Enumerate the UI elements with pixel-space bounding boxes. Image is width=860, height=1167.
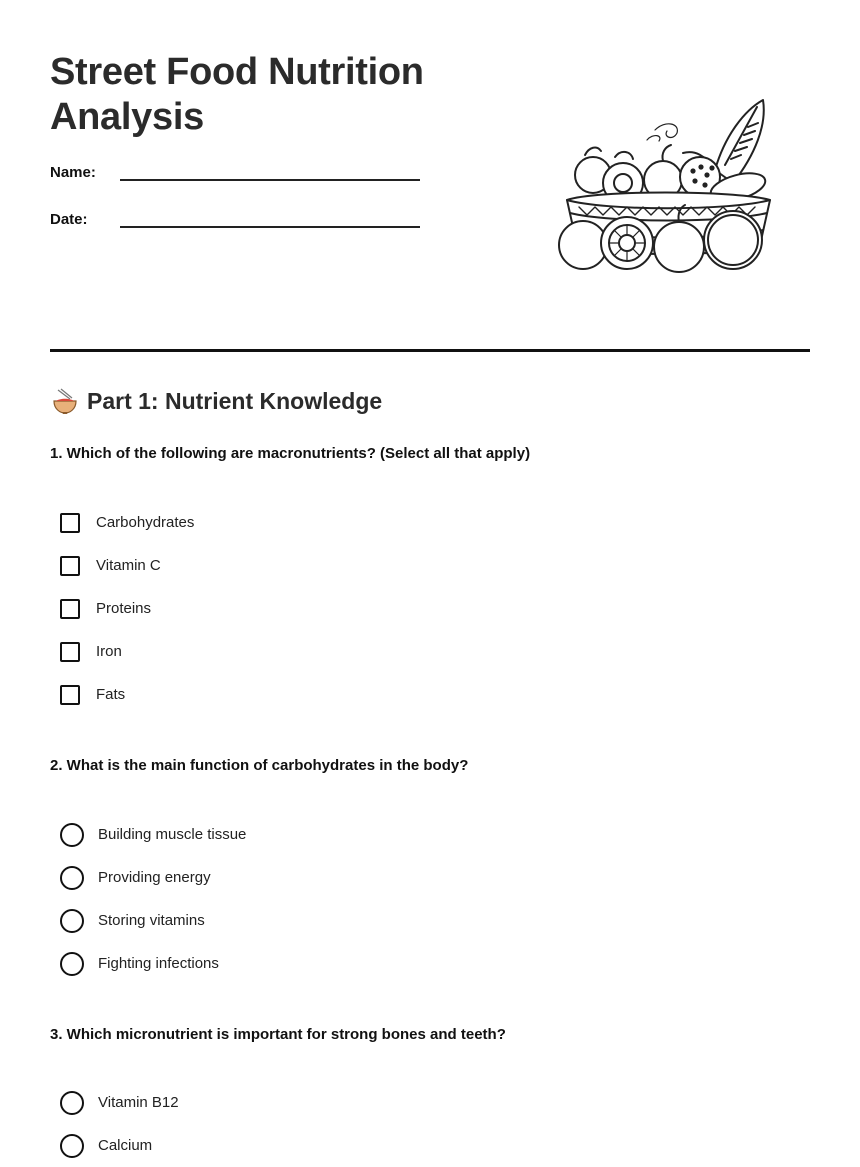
checkbox[interactable]	[60, 513, 80, 533]
page-title: Street Food Nutrition Analysis	[50, 51, 424, 138]
question-2-options	[60, 813, 246, 985]
section-divider	[50, 349, 810, 352]
option-label: Providing energy	[98, 869, 211, 886]
option-storing-vitamins[interactable]	[60, 899, 246, 942]
radio-button[interactable]	[60, 1091, 84, 1115]
radio-button[interactable]	[60, 823, 84, 847]
question-1: 1. Which of the following are macronutrients? (Select all that apply)	[50, 445, 531, 462]
radio-button[interactable]	[60, 952, 84, 976]
option-vitamin-b12[interactable]	[60, 1081, 179, 1124]
name-field	[50, 164, 420, 181]
checkbox[interactable]	[60, 685, 80, 705]
option-vitamin-c[interactable]	[60, 544, 194, 587]
option-proteins[interactable]	[60, 587, 194, 630]
option-label: Storing vitamins	[98, 912, 205, 929]
checkbox[interactable]	[60, 599, 80, 619]
name-input-line[interactable]	[120, 179, 420, 181]
date-label: Date:	[50, 211, 88, 228]
option-label: Proteins	[96, 600, 152, 617]
date-input-line[interactable]	[120, 226, 420, 228]
radio-button[interactable]	[60, 909, 84, 933]
section-heading-text: Part 1: Nutrient Knowledge	[87, 387, 383, 414]
option-fats[interactable]	[60, 673, 194, 716]
option-providing-energy[interactable]	[60, 856, 246, 899]
option-label: Iron	[96, 643, 122, 660]
fruit-basket-icon	[555, 95, 780, 280]
option-fighting-infections[interactable]	[60, 942, 246, 985]
radio-button[interactable]	[60, 1134, 84, 1158]
option-label: Carbohydrates	[96, 514, 195, 531]
question-3-options	[60, 1081, 179, 1167]
option-label: Building muscle tissue	[98, 826, 247, 843]
option-iron[interactable]	[60, 630, 194, 673]
radio-button[interactable]	[60, 866, 84, 890]
question-1-options	[60, 501, 194, 716]
option-label: Calcium	[98, 1137, 153, 1154]
option-carbohydrates[interactable]	[60, 501, 194, 544]
worksheet-header	[50, 50, 810, 300]
option-building-muscle-tissue[interactable]	[60, 813, 246, 856]
checkbox[interactable]	[60, 642, 80, 662]
option-label: Vitamin C	[96, 557, 161, 574]
question-3: 3. Which micronutrient is important for strong bones and teeth?	[50, 1026, 506, 1043]
option-label: Vitamin B12	[98, 1094, 179, 1111]
option-label: Fighting infections	[98, 955, 219, 972]
question-2: 2. What is the main function of carbohydrates in the body?	[50, 757, 469, 774]
section-heading	[50, 386, 382, 416]
noodle-bowl-icon	[50, 386, 80, 416]
checkbox[interactable]	[60, 556, 80, 576]
option-label: Fats	[96, 686, 126, 703]
date-field	[50, 211, 420, 228]
name-label: Name:	[50, 164, 96, 181]
